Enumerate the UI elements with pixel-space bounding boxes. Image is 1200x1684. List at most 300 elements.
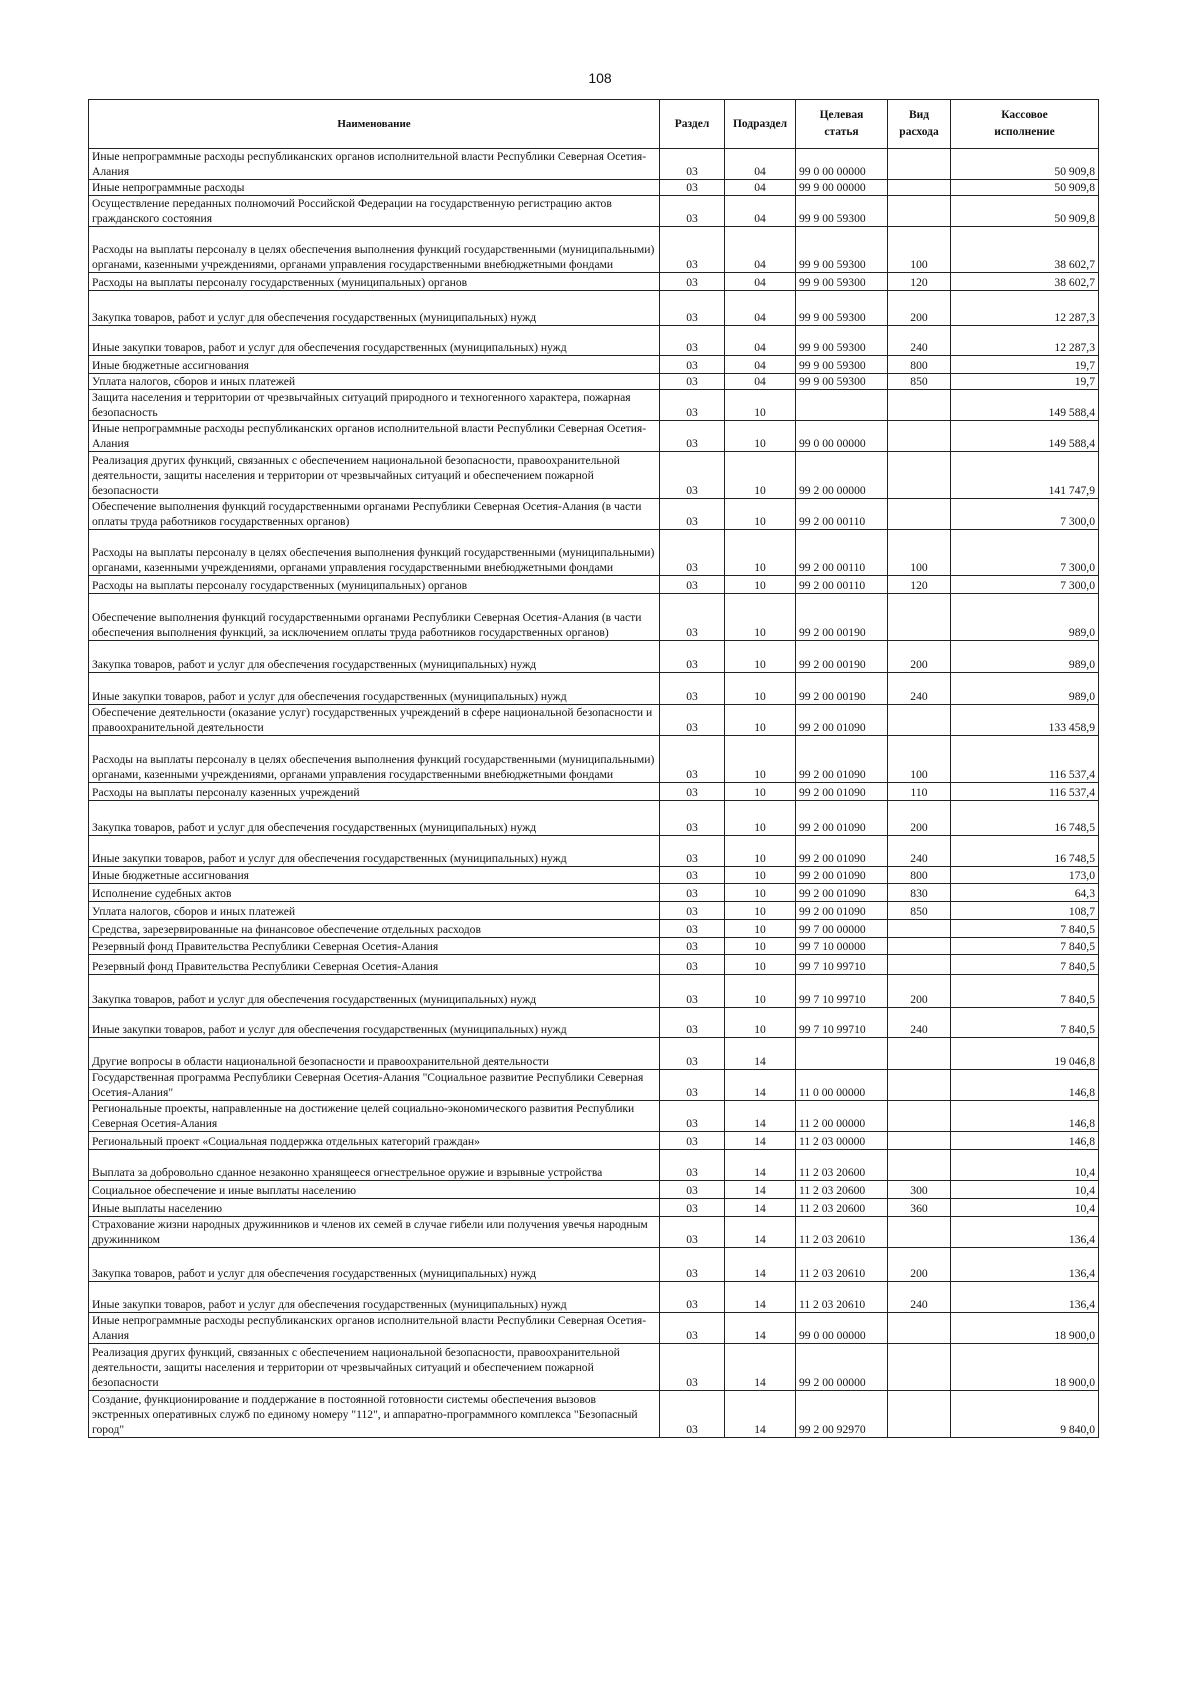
row-name: Иные бюджетные ассигнования xyxy=(89,867,660,884)
row-podrazdel: 14 xyxy=(725,1132,796,1150)
row-name: Защита населения и территории от чрезвычайных ситуаций природного и техногенного характера, пожарная безопасность xyxy=(89,390,660,421)
row-kassovoe-ispolnenie: 989,0 xyxy=(951,641,1099,673)
row-podrazdel: 04 xyxy=(725,149,796,180)
row-razdel: 03 xyxy=(660,801,725,836)
header-name: Наименование xyxy=(89,100,660,149)
row-podrazdel: 10 xyxy=(725,390,796,421)
row-celevaya-statya: 99 9 00 00000 xyxy=(796,180,888,196)
row-kassovoe-ispolnenie: 7 840,5 xyxy=(951,938,1099,955)
row-kassovoe-ispolnenie: 136,4 xyxy=(951,1248,1099,1282)
row-celevaya-statya: 99 2 00 92970 xyxy=(796,1391,888,1438)
header-celevaya-line1: Целевая xyxy=(819,109,864,121)
row-name: Исполнение судебных актов xyxy=(89,884,660,902)
table-header-row xyxy=(89,100,1099,149)
row-vid-rashoda xyxy=(888,452,951,499)
row-podrazdel: 04 xyxy=(725,374,796,390)
row-vid-rashoda: 240 xyxy=(888,326,951,356)
row-name: Расходы на выплаты персоналу государственных (муниципальных) органов xyxy=(89,273,660,291)
table-row xyxy=(89,884,1099,902)
table-row xyxy=(89,530,1099,576)
row-podrazdel: 10 xyxy=(725,902,796,920)
table-row xyxy=(89,227,1099,273)
row-celevaya-statya: 99 2 00 00110 xyxy=(796,499,888,530)
row-razdel: 03 xyxy=(660,390,725,421)
table-row xyxy=(89,920,1099,938)
row-kassovoe-ispolnenie: 12 287,3 xyxy=(951,326,1099,356)
table-row xyxy=(89,1313,1099,1344)
row-podrazdel: 14 xyxy=(725,1282,796,1313)
row-vid-rashoda: 200 xyxy=(888,975,951,1008)
budget-execution-table xyxy=(88,99,1099,1438)
row-kassovoe-ispolnenie: 19 046,8 xyxy=(951,1038,1099,1070)
row-vid-rashoda xyxy=(888,705,951,736)
row-kassovoe-ispolnenie: 173,0 xyxy=(951,867,1099,884)
row-vid-rashoda: 120 xyxy=(888,576,951,594)
table-row xyxy=(89,783,1099,801)
row-razdel: 03 xyxy=(660,902,725,920)
row-razdel: 03 xyxy=(660,920,725,938)
row-celevaya-statya: 11 2 03 20610 xyxy=(796,1282,888,1313)
row-podrazdel: 10 xyxy=(725,736,796,783)
row-podrazdel: 04 xyxy=(725,356,796,374)
row-razdel: 03 xyxy=(660,783,725,801)
row-name: Иные закупки товаров, работ и услуг для обеспечения государственных (муниципальных) нужд xyxy=(89,836,660,867)
row-kassovoe-ispolnenie: 108,7 xyxy=(951,902,1099,920)
row-podrazdel: 04 xyxy=(725,291,796,326)
table-row xyxy=(89,1217,1099,1248)
row-name: Иные непрограммные расходы республиканских органов исполнительной власти Республики Северная Осетия-Алания xyxy=(89,149,660,180)
row-celevaya-statya: 99 7 10 99710 xyxy=(796,1008,888,1038)
row-name: Выплата за добровольно сданное незаконно хранящееся огнестрельное оружие и взрывные устройства xyxy=(89,1150,660,1181)
row-vid-rashoda: 240 xyxy=(888,673,951,705)
row-kassovoe-ispolnenie: 18 900,0 xyxy=(951,1313,1099,1344)
table-row xyxy=(89,1008,1099,1038)
table-row xyxy=(89,673,1099,705)
row-name: Закупка товаров, работ и услуг для обеспечения государственных (муниципальных) нужд xyxy=(89,975,660,1008)
row-razdel: 03 xyxy=(660,867,725,884)
row-podrazdel: 14 xyxy=(725,1101,796,1132)
row-name: Государственная программа Республики Северная Осетия-Алания "Социальное развитие Республики Северная Осетия-Алания" xyxy=(89,1070,660,1101)
table-row xyxy=(89,1101,1099,1132)
row-kassovoe-ispolnenie: 116 537,4 xyxy=(951,736,1099,783)
row-celevaya-statya xyxy=(796,390,888,421)
row-celevaya-statya: 11 2 03 20600 xyxy=(796,1199,888,1217)
row-razdel: 03 xyxy=(660,1282,725,1313)
row-celevaya-statya: 99 0 00 00000 xyxy=(796,421,888,452)
row-podrazdel: 10 xyxy=(725,938,796,955)
row-kassovoe-ispolnenie: 7 840,5 xyxy=(951,1008,1099,1038)
row-name: Резервный фонд Правительства Республики Северная Осетия-Алания xyxy=(89,938,660,955)
row-kassovoe-ispolnenie: 141 747,9 xyxy=(951,452,1099,499)
row-razdel: 03 xyxy=(660,499,725,530)
row-name: Расходы на выплаты персоналу государственных (муниципальных) органов xyxy=(89,576,660,594)
row-kassovoe-ispolnenie: 64,3 xyxy=(951,884,1099,902)
row-name: Иные закупки товаров, работ и услуг для обеспечения государственных (муниципальных) нужд xyxy=(89,326,660,356)
row-podrazdel: 10 xyxy=(725,576,796,594)
row-vid-rashoda: 120 xyxy=(888,273,951,291)
row-name: Уплата налогов, сборов и иных платежей xyxy=(89,374,660,390)
row-vid-rashoda xyxy=(888,594,951,641)
row-razdel: 03 xyxy=(660,1008,725,1038)
row-vid-rashoda: 800 xyxy=(888,356,951,374)
row-podrazdel: 14 xyxy=(725,1070,796,1101)
row-vid-rashoda xyxy=(888,1313,951,1344)
row-razdel: 03 xyxy=(660,273,725,291)
row-razdel: 03 xyxy=(660,180,725,196)
row-celevaya-statya: 11 2 00 00000 xyxy=(796,1101,888,1132)
row-celevaya-statya: 99 2 00 00000 xyxy=(796,1344,888,1391)
table-row xyxy=(89,902,1099,920)
row-vid-rashoda: 200 xyxy=(888,1248,951,1282)
row-name: Расходы на выплаты персоналу в целях обеспечения выполнения функций государственными (муниципальными) органами, казенными учреждениями, органами управления государственными внебюджетными фондами xyxy=(89,736,660,783)
row-celevaya-statya: 99 9 00 59300 xyxy=(796,374,888,390)
row-razdel: 03 xyxy=(660,1181,725,1199)
row-vid-rashoda xyxy=(888,180,951,196)
row-kassovoe-ispolnenie: 7 840,5 xyxy=(951,920,1099,938)
row-vid-rashoda xyxy=(888,421,951,452)
row-razdel: 03 xyxy=(660,736,725,783)
row-razdel: 03 xyxy=(660,1070,725,1101)
header-kassovoe-ispolnenie xyxy=(951,100,1099,149)
row-name: Средства, зарезервированные на финансовое обеспечение отдельных расходов xyxy=(89,920,660,938)
row-celevaya-statya: 99 2 00 00110 xyxy=(796,530,888,576)
table-row xyxy=(89,1181,1099,1199)
row-podrazdel: 04 xyxy=(725,196,796,227)
row-celevaya-statya: 99 7 00 00000 xyxy=(796,920,888,938)
row-razdel: 03 xyxy=(660,374,725,390)
row-razdel: 03 xyxy=(660,1313,725,1344)
row-name: Иные непрограммные расходы xyxy=(89,180,660,196)
row-kassovoe-ispolnenie: 10,4 xyxy=(951,1150,1099,1181)
row-kassovoe-ispolnenie: 149 588,4 xyxy=(951,421,1099,452)
row-kassovoe-ispolnenie: 50 909,8 xyxy=(951,149,1099,180)
row-celevaya-statya: 11 0 00 00000 xyxy=(796,1070,888,1101)
row-name: Создание, функционирование и поддержание в постоянной готовности системы обеспечения вызовов экстренных оперативных служб по единому номеру "112", и аппаратно-программного комплекса "Безопасный город" xyxy=(89,1391,660,1438)
row-razdel: 03 xyxy=(660,1132,725,1150)
row-name: Обеспечение выполнения функций государственными органами Республики Северная Осетия-Алания (в части обеспечения выполнения функций, за исключением оплаты труда работников государственных органов) xyxy=(89,594,660,641)
row-vid-rashoda xyxy=(888,1132,951,1150)
row-celevaya-statya: 99 2 00 01090 xyxy=(796,902,888,920)
row-razdel: 03 xyxy=(660,1199,725,1217)
row-razdel: 03 xyxy=(660,530,725,576)
row-kassovoe-ispolnenie: 12 287,3 xyxy=(951,291,1099,326)
row-celevaya-statya: 99 2 00 00190 xyxy=(796,673,888,705)
row-podrazdel: 04 xyxy=(725,180,796,196)
row-celevaya-statya: 99 2 00 00110 xyxy=(796,576,888,594)
row-vid-rashoda: 240 xyxy=(888,1282,951,1313)
header-celevaya-statya xyxy=(796,100,888,149)
row-name: Реализация других функций, связанных с обеспечением национальной безопасности, правоохранительной деятельности, защиты населения и территории от чрезвычайных ситуаций и обеспечением пожарной безопасности xyxy=(89,452,660,499)
row-kassovoe-ispolnenie: 989,0 xyxy=(951,673,1099,705)
table-row xyxy=(89,326,1099,356)
row-kassovoe-ispolnenie: 50 909,8 xyxy=(951,180,1099,196)
row-podrazdel: 10 xyxy=(725,836,796,867)
row-razdel: 03 xyxy=(660,1217,725,1248)
row-podrazdel: 10 xyxy=(725,530,796,576)
row-celevaya-statya: 99 9 00 59300 xyxy=(796,356,888,374)
row-name: Закупка товаров, работ и услуг для обеспечения государственных (муниципальных) нужд xyxy=(89,801,660,836)
row-podrazdel: 10 xyxy=(725,920,796,938)
row-kassovoe-ispolnenie: 9 840,0 xyxy=(951,1391,1099,1438)
row-vid-rashoda xyxy=(888,1038,951,1070)
row-celevaya-statya: 99 7 10 00000 xyxy=(796,938,888,955)
row-podrazdel: 14 xyxy=(725,1391,796,1438)
row-podrazdel: 10 xyxy=(725,1008,796,1038)
row-kassovoe-ispolnenie: 989,0 xyxy=(951,594,1099,641)
header-celevaya-line2: статья xyxy=(824,126,859,138)
table-body xyxy=(89,149,1099,1438)
row-vid-rashoda xyxy=(888,149,951,180)
row-razdel: 03 xyxy=(660,884,725,902)
row-razdel: 03 xyxy=(660,836,725,867)
row-razdel: 03 xyxy=(660,196,725,227)
table-row xyxy=(89,736,1099,783)
row-vid-rashoda xyxy=(888,499,951,530)
row-name: Резервный фонд Правительства Республики Северная Осетия-Алания xyxy=(89,955,660,975)
row-name: Обеспечение выполнения функций государственными органами Республики Северная Осетия-Алания (в части оплаты труда работников государственных органов) xyxy=(89,499,660,530)
row-name: Иные выплаты населению xyxy=(89,1199,660,1217)
row-celevaya-statya: 99 2 00 00190 xyxy=(796,641,888,673)
row-vid-rashoda xyxy=(888,1150,951,1181)
row-kassovoe-ispolnenie: 16 748,5 xyxy=(951,836,1099,867)
row-name: Расходы на выплаты персоналу казенных учреждений xyxy=(89,783,660,801)
row-celevaya-statya: 99 9 00 59300 xyxy=(796,291,888,326)
table-row xyxy=(89,975,1099,1008)
row-podrazdel: 10 xyxy=(725,955,796,975)
row-podrazdel: 14 xyxy=(725,1038,796,1070)
table-row xyxy=(89,180,1099,196)
table-row xyxy=(89,1038,1099,1070)
row-podrazdel: 14 xyxy=(725,1181,796,1199)
row-kassovoe-ispolnenie: 38 602,7 xyxy=(951,227,1099,273)
row-razdel: 03 xyxy=(660,149,725,180)
row-name: Иные непрограммные расходы республиканских органов исполнительной власти Республики Северная Осетия-Алания xyxy=(89,1313,660,1344)
row-razdel: 03 xyxy=(660,975,725,1008)
row-vid-rashoda: 800 xyxy=(888,867,951,884)
row-name: Закупка товаров, работ и услуг для обеспечения государственных (муниципальных) нужд xyxy=(89,641,660,673)
row-podrazdel: 14 xyxy=(725,1199,796,1217)
row-name: Страхование жизни народных дружинников и членов их семей в случае гибели или получения увечья народным дружинником xyxy=(89,1217,660,1248)
row-razdel: 03 xyxy=(660,938,725,955)
row-name: Региональные проекты, направленные на достижение целей социально-экономического развития Республики Северная Осетия-Алания xyxy=(89,1101,660,1132)
row-vid-rashoda xyxy=(888,955,951,975)
table-row xyxy=(89,196,1099,227)
row-vid-rashoda: 100 xyxy=(888,530,951,576)
table-row xyxy=(89,356,1099,374)
row-celevaya-statya xyxy=(796,1038,888,1070)
row-razdel: 03 xyxy=(660,1391,725,1438)
row-celevaya-statya: 99 9 00 59300 xyxy=(796,227,888,273)
row-vid-rashoda xyxy=(888,1217,951,1248)
row-celevaya-statya: 99 0 00 00000 xyxy=(796,149,888,180)
table-row xyxy=(89,374,1099,390)
row-celevaya-statya: 99 2 00 00190 xyxy=(796,594,888,641)
row-celevaya-statya: 99 9 00 59300 xyxy=(796,326,888,356)
row-kassovoe-ispolnenie: 146,8 xyxy=(951,1132,1099,1150)
row-podrazdel: 04 xyxy=(725,227,796,273)
row-vid-rashoda xyxy=(888,1101,951,1132)
row-razdel: 03 xyxy=(660,576,725,594)
row-kassovoe-ispolnenie: 38 602,7 xyxy=(951,273,1099,291)
row-kassovoe-ispolnenie: 18 900,0 xyxy=(951,1344,1099,1391)
row-kassovoe-ispolnenie: 116 537,4 xyxy=(951,783,1099,801)
row-razdel: 03 xyxy=(660,1038,725,1070)
row-name: Осуществление переданных полномочий Российской Федерации на государственную регистрацию актов гражданского состояния xyxy=(89,196,660,227)
row-razdel: 03 xyxy=(660,594,725,641)
row-kassovoe-ispolnenie: 7 840,5 xyxy=(951,975,1099,1008)
table-row xyxy=(89,1150,1099,1181)
row-kassovoe-ispolnenie: 7 300,0 xyxy=(951,499,1099,530)
table-row xyxy=(89,273,1099,291)
table-row xyxy=(89,1248,1099,1282)
table-row xyxy=(89,641,1099,673)
row-celevaya-statya: 99 9 00 59300 xyxy=(796,196,888,227)
table-row xyxy=(89,1070,1099,1101)
row-name: Иные закупки товаров, работ и услуг для обеспечения государственных (муниципальных) нужд xyxy=(89,1008,660,1038)
row-razdel: 03 xyxy=(660,291,725,326)
row-vid-rashoda xyxy=(888,1391,951,1438)
row-celevaya-statya: 11 2 03 20600 xyxy=(796,1150,888,1181)
row-celevaya-statya: 11 2 03 20610 xyxy=(796,1248,888,1282)
row-name: Расходы на выплаты персоналу в целях обеспечения выполнения функций государственными (муниципальными) органами, казенными учреждениями, органами управления государственными внебюджетными фондами xyxy=(89,530,660,576)
row-kassovoe-ispolnenie: 149 588,4 xyxy=(951,390,1099,421)
row-vid-rashoda xyxy=(888,196,951,227)
row-razdel: 03 xyxy=(660,356,725,374)
row-vid-rashoda: 100 xyxy=(888,736,951,783)
row-podrazdel: 14 xyxy=(725,1248,796,1282)
row-podrazdel: 10 xyxy=(725,884,796,902)
row-podrazdel: 10 xyxy=(725,705,796,736)
row-podrazdel: 10 xyxy=(725,594,796,641)
row-celevaya-statya: 99 2 00 01090 xyxy=(796,867,888,884)
row-vid-rashoda: 360 xyxy=(888,1199,951,1217)
row-kassovoe-ispolnenie: 10,4 xyxy=(951,1199,1099,1217)
table-row xyxy=(89,867,1099,884)
row-kassovoe-ispolnenie: 136,4 xyxy=(951,1217,1099,1248)
row-vid-rashoda: 200 xyxy=(888,291,951,326)
header-vid-line2: расхода xyxy=(899,126,939,138)
row-celevaya-statya: 99 7 10 99710 xyxy=(796,975,888,1008)
row-kassovoe-ispolnenie: 7 300,0 xyxy=(951,576,1099,594)
table-row xyxy=(89,836,1099,867)
row-kassovoe-ispolnenie: 133 458,9 xyxy=(951,705,1099,736)
row-vid-rashoda: 200 xyxy=(888,801,951,836)
table-row xyxy=(89,1132,1099,1150)
row-podrazdel: 10 xyxy=(725,783,796,801)
row-razdel: 03 xyxy=(660,421,725,452)
row-celevaya-statya: 99 2 00 01090 xyxy=(796,836,888,867)
row-podrazdel: 14 xyxy=(725,1217,796,1248)
row-kassovoe-ispolnenie: 50 909,8 xyxy=(951,196,1099,227)
row-vid-rashoda xyxy=(888,390,951,421)
row-vid-rashoda: 100 xyxy=(888,227,951,273)
row-razdel: 03 xyxy=(660,326,725,356)
row-celevaya-statya: 11 2 03 20600 xyxy=(796,1181,888,1199)
row-celevaya-statya: 99 2 00 01090 xyxy=(796,801,888,836)
row-podrazdel: 10 xyxy=(725,641,796,673)
header-vid-line1: Вид xyxy=(908,109,930,121)
row-podrazdel: 14 xyxy=(725,1150,796,1181)
row-kassovoe-ispolnenie: 146,8 xyxy=(951,1101,1099,1132)
table-row xyxy=(89,801,1099,836)
row-razdel: 03 xyxy=(660,1150,725,1181)
row-celevaya-statya: 99 2 00 01090 xyxy=(796,736,888,783)
row-kassovoe-ispolnenie: 7 840,5 xyxy=(951,955,1099,975)
row-kassovoe-ispolnenie: 146,8 xyxy=(951,1070,1099,1101)
row-podrazdel: 10 xyxy=(725,673,796,705)
row-vid-rashoda: 850 xyxy=(888,374,951,390)
row-name: Уплата налогов, сборов и иных платежей xyxy=(89,902,660,920)
row-celevaya-statya: 99 9 00 59300 xyxy=(796,273,888,291)
header-kassovoe-line1: Кассовое xyxy=(1001,109,1048,121)
row-podrazdel: 04 xyxy=(725,326,796,356)
row-vid-rashoda xyxy=(888,938,951,955)
row-kassovoe-ispolnenie: 19,7 xyxy=(951,356,1099,374)
row-name: Другие вопросы в области национальной безопасности и правоохранительной деятельности xyxy=(89,1038,660,1070)
row-name: Региональный проект «Социальная поддержка отдельных категорий граждан» xyxy=(89,1132,660,1150)
row-podrazdel: 10 xyxy=(725,801,796,836)
row-podrazdel: 14 xyxy=(725,1344,796,1391)
row-podrazdel: 10 xyxy=(725,975,796,1008)
row-name: Закупка товаров, работ и услуг для обеспечения государственных (муниципальных) нужд xyxy=(89,291,660,326)
row-podrazdel: 10 xyxy=(725,452,796,499)
row-celevaya-statya: 11 2 03 20610 xyxy=(796,1217,888,1248)
row-kassovoe-ispolnenie: 19,7 xyxy=(951,374,1099,390)
row-podrazdel: 10 xyxy=(725,867,796,884)
row-name: Закупка товаров, работ и услуг для обеспечения государственных (муниципальных) нужд xyxy=(89,1248,660,1282)
table-row xyxy=(89,452,1099,499)
table-row xyxy=(89,421,1099,452)
table-row xyxy=(89,1344,1099,1391)
row-name: Социальное обеспечение и иные выплаты населению xyxy=(89,1181,660,1199)
table-row xyxy=(89,955,1099,975)
row-name: Иные закупки товаров, работ и услуг для обеспечения государственных (муниципальных) нужд xyxy=(89,1282,660,1313)
row-name: Иные непрограммные расходы республиканских органов исполнительной власти Республики Северная Осетия-Алания xyxy=(89,421,660,452)
table-row xyxy=(89,576,1099,594)
row-vid-rashoda xyxy=(888,1070,951,1101)
row-podrazdel: 04 xyxy=(725,273,796,291)
row-name: Иные бюджетные ассигнования xyxy=(89,356,660,374)
row-celevaya-statya: 99 7 10 99710 xyxy=(796,955,888,975)
row-razdel: 03 xyxy=(660,955,725,975)
row-kassovoe-ispolnenie: 16 748,5 xyxy=(951,801,1099,836)
table-row xyxy=(89,1199,1099,1217)
header-razdel: Раздел xyxy=(660,100,725,149)
row-razdel: 03 xyxy=(660,641,725,673)
row-vid-rashoda: 110 xyxy=(888,783,951,801)
page-number: 108 xyxy=(588,70,612,86)
row-vid-rashoda: 240 xyxy=(888,836,951,867)
row-kassovoe-ispolnenie: 10,4 xyxy=(951,1181,1099,1199)
row-razdel: 03 xyxy=(660,227,725,273)
row-podrazdel: 10 xyxy=(725,421,796,452)
row-vid-rashoda xyxy=(888,920,951,938)
row-vid-rashoda: 300 xyxy=(888,1181,951,1199)
row-razdel: 03 xyxy=(660,452,725,499)
row-name: Обеспечение деятельности (оказание услуг) государственных учреждений в сфере национальной безопасности и правоохранительной деятельности xyxy=(89,705,660,736)
table-row xyxy=(89,149,1099,180)
header-podrazdel: Подраздел xyxy=(725,100,796,149)
row-celevaya-statya: 99 2 00 01090 xyxy=(796,783,888,801)
row-kassovoe-ispolnenie: 136,4 xyxy=(951,1282,1099,1313)
row-celevaya-statya: 11 2 03 00000 xyxy=(796,1132,888,1150)
row-razdel: 03 xyxy=(660,1101,725,1132)
row-name: Расходы на выплаты персоналу в целях обеспечения выполнения функций государственными (муниципальными) органами, казенными учреждениями, органами управления государственными внебюджетными фондами xyxy=(89,227,660,273)
row-name: Иные закупки товаров, работ и услуг для обеспечения государственных (муниципальных) нужд xyxy=(89,673,660,705)
row-celevaya-statya: 99 2 00 01090 xyxy=(796,884,888,902)
row-celevaya-statya: 99 0 00 00000 xyxy=(796,1313,888,1344)
row-celevaya-statya: 99 2 00 00000 xyxy=(796,452,888,499)
